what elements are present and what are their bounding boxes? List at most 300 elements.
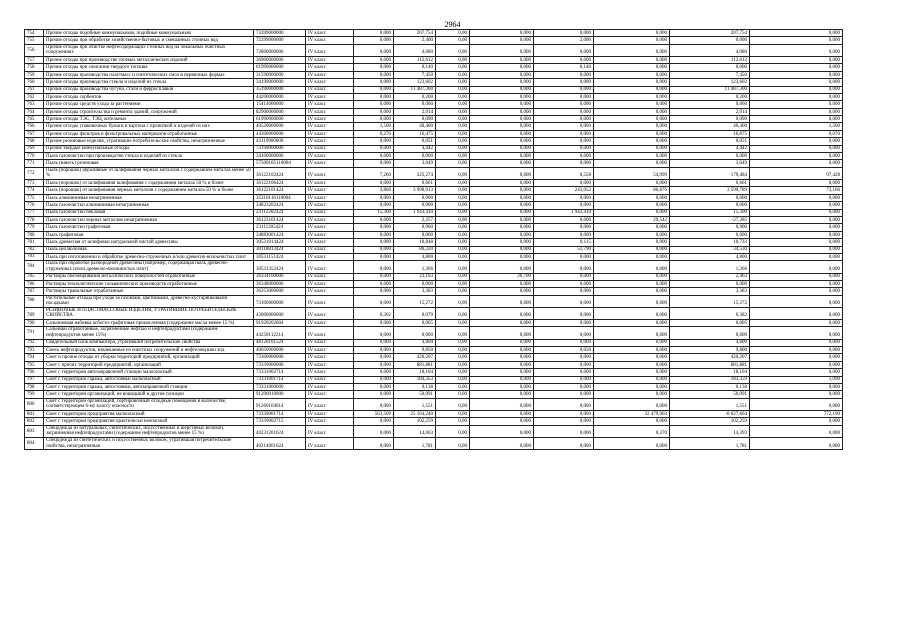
cell-hazard-class: IV класс xyxy=(306,418,354,425)
table-row xyxy=(25,369,843,376)
cell-qty-5: 0,000 xyxy=(534,307,594,319)
cell-hazard-class: IV класс xyxy=(306,391,354,398)
cell-qty-5: 0,140 xyxy=(534,64,594,71)
cell-qty-4: 0,000 xyxy=(470,425,534,437)
table-row xyxy=(25,418,843,425)
cell-qty-1: 0,000 xyxy=(354,86,394,93)
cell-qty-6: 0,000 xyxy=(594,209,670,216)
cell-row-number: 799 xyxy=(25,391,44,398)
cell-qty-3: 0,00 xyxy=(436,261,470,273)
cell-qty-6: 0,000 xyxy=(594,116,670,123)
cell-qty-6: 0,000 xyxy=(594,339,670,346)
table-row xyxy=(25,56,843,63)
cell-qty-7: 183,359 xyxy=(670,376,750,383)
cell-qty-1: 0,276 xyxy=(354,130,394,137)
cell-waste-code: 23112202424 xyxy=(254,209,306,216)
cell-qty-8: 0,000 xyxy=(750,339,843,346)
cell-waste-code: 73399000000 xyxy=(254,30,306,37)
cell-qty-4: 0,000 xyxy=(470,437,534,449)
table-row xyxy=(25,130,843,137)
cell-row-number: 781 xyxy=(25,239,44,246)
cell-waste-code: 91260104014 xyxy=(254,398,306,410)
cell-qty-7: 0,000 xyxy=(670,194,750,201)
cell-waste-name: Пыль древесная от шлифовки натуральной чистой древесины xyxy=(44,239,254,246)
table-row xyxy=(25,339,843,346)
table-row xyxy=(25,231,843,238)
cell-qty-2: 4,080 xyxy=(394,44,436,56)
cell-waste-name: Смесь нефтепродуктов, извлекаемые из очистных сооружений и нефтеловушки ход xyxy=(44,347,254,354)
cell-qty-4: 0,000 xyxy=(470,253,534,260)
cell-waste-name: Пыль газоочистки при производстве стекла и изделий из стекла xyxy=(44,153,254,160)
cell-waste-name: Пыль алюминиевая незагрязненная xyxy=(44,194,254,201)
cell-qty-4: 0,000 xyxy=(470,123,534,130)
cell-qty-3: 0,00 xyxy=(436,101,470,108)
cell-qty-6: 0,000 xyxy=(594,153,670,160)
cell-row-number: 772 xyxy=(25,167,44,179)
table-row xyxy=(25,383,843,390)
cell-waste-code: 82900000000 xyxy=(254,108,306,115)
cell-qty-2: 10,848 xyxy=(394,239,436,246)
table-row xyxy=(25,320,843,327)
cell-waste-name: Пыль при обработке разнородной древесины (например, содержащая пыль древесно-стружечных и/или древесно-волокнистых плит) xyxy=(44,261,254,273)
cell-qty-4: 0,000 xyxy=(470,376,534,383)
cell-qty-8: 0,000 xyxy=(750,391,843,398)
cell-qty-3: 0,00 xyxy=(436,239,470,246)
cell-qty-5: 0,000 xyxy=(534,160,594,167)
cell-hazard-class: IV класс xyxy=(306,108,354,115)
cell-row-number: 763 xyxy=(25,101,44,108)
cell-qty-5: 0,115 xyxy=(534,239,594,246)
cell-qty-2: 1 943,410 xyxy=(394,209,436,216)
cell-qty-7: 112,612 xyxy=(670,56,750,63)
cell-waste-code: 40231201624 xyxy=(254,425,306,437)
cell-qty-2: 3,383 xyxy=(394,288,436,295)
cell-qty-5: 0,000 xyxy=(534,418,594,425)
cell-qty-3: 0,00 xyxy=(436,37,470,44)
table-row xyxy=(25,239,843,246)
cell-qty-2: 2,400 xyxy=(394,37,436,44)
cell-qty-1: 3,860 xyxy=(354,187,394,194)
cell-waste-name: Пыль газоочистки графитовая xyxy=(44,224,254,231)
cell-qty-6: 0,000 xyxy=(594,320,670,327)
cell-qty-6: 0,000 xyxy=(594,79,670,86)
cell-row-number: 764 xyxy=(25,108,44,115)
cell-qty-7: 2,914 xyxy=(670,108,750,115)
cell-qty-4: 0,000 xyxy=(470,398,534,410)
cell-qty-2: 184,353 xyxy=(394,376,436,383)
cell-qty-1: 0,000 xyxy=(354,160,394,167)
cell-waste-code: 73100000000 xyxy=(254,295,306,307)
cell-qty-2: 0,000 xyxy=(394,153,436,160)
cell-qty-5: 0,000 xyxy=(534,320,594,327)
cell-waste-name: Прочие отходы производства стекла и изделий из стекла xyxy=(44,79,254,86)
cell-qty-1: 0,000 xyxy=(354,56,394,63)
cell-row-number: 786 xyxy=(25,280,44,287)
cell-qty-1: 0,302 xyxy=(354,307,394,319)
cell-qty-8: 0,000 xyxy=(750,288,843,295)
cell-qty-4: 0,000 xyxy=(470,339,534,346)
cell-hazard-class: IV класс xyxy=(306,246,354,253)
cell-qty-2: 123,602 xyxy=(394,79,436,86)
cell-waste-code: 34100000000 xyxy=(254,153,306,160)
cell-qty-3: 0,00 xyxy=(436,64,470,71)
cell-qty-5: 0,000 xyxy=(534,253,594,260)
cell-qty-6: 0,000 xyxy=(594,56,670,63)
cell-hazard-class: IV класс xyxy=(306,231,354,238)
cell-row-number: 792 xyxy=(25,339,44,346)
cell-hazard-class: IV класс xyxy=(306,361,354,368)
cell-qty-6: 0,000 xyxy=(594,64,670,71)
cell-qty-1: 0,000 xyxy=(354,64,394,71)
cell-qty-8: 97,428 xyxy=(750,167,843,179)
cell-qty-8: 0,000 xyxy=(750,320,843,327)
table-row xyxy=(25,167,843,179)
cell-waste-name: Прочие отходы при производстве готовых металлических изделий xyxy=(44,56,254,63)
cell-row-number: 768 xyxy=(25,138,44,145)
table-row xyxy=(25,224,843,231)
cell-qty-3: 0,00 xyxy=(436,116,470,123)
cell-waste-code: 30531014424 xyxy=(254,239,306,246)
cell-waste-name: Смет с территории организаций, сортировочный отходные помещения в количестве, соответствующем 6-му классу опасности xyxy=(44,398,254,410)
cell-qty-6: 0,000 xyxy=(594,202,670,209)
cell-qty-4: 0,000 xyxy=(470,347,534,354)
cell-waste-name: Прочие отходы производства чугуна, стали и ферросплавов xyxy=(44,86,254,93)
cell-hazard-class: IV класс xyxy=(306,320,354,327)
cell-qty-8: 0,000 xyxy=(750,437,843,449)
cell-qty-7: 34,530 xyxy=(670,246,750,253)
cell-waste-name: Прочие отходы при очистке нефтесодержащих сточных вод на локальных очистных сооружениях xyxy=(44,44,254,56)
cell-qty-7: 15,300 xyxy=(670,209,750,216)
cell-qty-4: 0,000 xyxy=(470,361,534,368)
cell-waste-name: Спецодежда из натуральных, синтетических, искусственных и шерстяных волокон, загрязненная нефтепродуктами (содержание нефтепродуктов менее 15 %) xyxy=(44,425,254,437)
cell-hazard-class: IV класс xyxy=(306,160,354,167)
cell-waste-name: Растворы технологические гальванических производств отработанные xyxy=(44,280,254,287)
cell-qty-5: 0,000 xyxy=(534,108,594,115)
cell-row-number: 762 xyxy=(25,93,44,100)
cell-qty-6: 0,000 xyxy=(594,123,670,130)
cell-qty-4: 0,000 xyxy=(470,30,534,37)
cell-waste-code: 40520000000 xyxy=(254,123,306,130)
cell-qty-5: 0,000 xyxy=(534,410,594,417)
cell-qty-4: 0,000 xyxy=(470,194,534,201)
cell-qty-8: 0,000 xyxy=(750,425,843,437)
cell-qty-3: 0,00 xyxy=(436,44,470,56)
cell-qty-2: 0,140 xyxy=(394,64,436,71)
cell-waste-name: Смет с территории автозаправочной станции малоопасный xyxy=(44,369,254,376)
cell-row-number: 756 xyxy=(25,44,44,56)
cell-qty-6: 29,542 xyxy=(594,216,670,223)
cell-qty-7: 3,383 xyxy=(670,288,750,295)
table-row xyxy=(25,216,843,223)
cell-qty-2: 2,257 xyxy=(394,216,436,223)
cell-qty-3: 0,00 xyxy=(436,418,470,425)
table-row xyxy=(25,246,843,253)
table-row xyxy=(25,93,843,100)
cell-qty-4: 0,000 xyxy=(470,418,534,425)
cell-qty-7: 179,484 xyxy=(670,167,750,179)
cell-row-number: 788 xyxy=(25,295,44,307)
cell-row-number: 793 xyxy=(25,347,44,354)
table-row xyxy=(25,101,843,108)
cell-qty-6: 0,000 xyxy=(594,261,670,273)
cell-hazard-class: IV класс xyxy=(306,202,354,209)
cell-qty-5: 0,000 xyxy=(534,295,594,307)
cell-qty-8: 0,000 xyxy=(750,202,843,209)
cell-qty-3: 0,00 xyxy=(436,246,470,253)
cell-waste-code: 36353000000 xyxy=(254,288,306,295)
cell-hazard-class: IV класс xyxy=(306,253,354,260)
cell-qty-4: 0,000 xyxy=(470,246,534,253)
cell-qty-8: 772,190 xyxy=(750,410,843,417)
cell-qty-6: 0,000 xyxy=(594,239,670,246)
table-row xyxy=(25,116,843,123)
cell-qty-4: 0,000 xyxy=(470,369,534,376)
cell-qty-6: 0,000 xyxy=(594,108,670,115)
table-row xyxy=(25,71,843,78)
cell-qty-1: 0,000 xyxy=(354,216,394,223)
cell-row-number: 773 xyxy=(25,180,44,187)
cell-waste-code: 72800000000 xyxy=(254,44,306,56)
table-row xyxy=(25,153,843,160)
cell-hazard-class: IV класс xyxy=(306,376,354,383)
cell-row-number: 754 xyxy=(25,30,44,37)
cell-qty-6: 0,000 xyxy=(594,307,670,319)
cell-hazard-class: IV класс xyxy=(306,86,354,93)
cell-qty-3: 0,00 xyxy=(436,231,470,238)
cell-qty-4: 0,000 xyxy=(470,209,534,216)
cell-qty-1: 0,000 xyxy=(354,71,394,78)
cell-hazard-class: IV класс xyxy=(306,239,354,246)
cell-qty-3: 0,00 xyxy=(436,202,470,209)
cell-hazard-class: IV класс xyxy=(306,130,354,137)
cell-qty-3: 0,00 xyxy=(436,153,470,160)
cell-qty-6: 0,000 xyxy=(594,130,670,137)
table-row xyxy=(25,295,843,307)
table-row xyxy=(25,64,843,71)
cell-qty-3: 0,00 xyxy=(436,145,470,152)
cell-qty-1: 0,000 xyxy=(354,253,394,260)
cell-row-number: 803 xyxy=(25,425,44,437)
cell-qty-5: 0,000 xyxy=(534,339,594,346)
cell-qty-2: 23,163 xyxy=(394,273,436,280)
cell-qty-7: -8 027,664 xyxy=(670,410,750,417)
cell-qty-7: 0,138 xyxy=(670,383,750,390)
cell-hazard-class: IV класс xyxy=(306,369,354,376)
cell-qty-8: 0,000 xyxy=(750,347,843,354)
cell-waste-code: 91200010000 xyxy=(254,391,306,398)
cell-qty-1: 7,260 xyxy=(354,167,394,179)
cell-waste-code: 73331001714 xyxy=(254,376,306,383)
cell-qty-7: 0,000 xyxy=(670,280,750,287)
cell-qty-3: 0,00 xyxy=(436,383,470,390)
cell-waste-name: Пыль (порошок) от шлифования черных металлов с содержанием металла 50 % и более xyxy=(44,187,254,194)
cell-qty-6: 0,000 xyxy=(594,246,670,253)
cell-qty-2: 18,104 xyxy=(394,369,436,376)
cell-waste-code: 73339002715 xyxy=(254,418,306,425)
cell-qty-7: 4,442 xyxy=(670,145,750,152)
table-row xyxy=(25,44,843,56)
cell-qty-5: 0,000 xyxy=(534,123,594,130)
table-row xyxy=(25,398,843,410)
cell-qty-3: 0,00 xyxy=(436,71,470,78)
cell-qty-3: 0,00 xyxy=(436,354,470,361)
cell-qty-4: 0,000 xyxy=(470,44,534,56)
cell-qty-8: 0,000 xyxy=(750,93,843,100)
cell-row-number: 790 xyxy=(25,320,44,327)
table-row xyxy=(25,410,843,417)
cell-qty-7: 0,060 xyxy=(670,101,750,108)
cell-qty-2: 420,207 xyxy=(394,354,436,361)
cell-qty-3: 0,00 xyxy=(436,425,470,437)
cell-qty-1: 563,509 xyxy=(354,410,394,417)
cell-waste-name: Пыль (взвесь) резиновая xyxy=(44,160,254,167)
cell-qty-6: 0,000 xyxy=(594,180,670,187)
cell-waste-name: Пыль газоочистки пекловая xyxy=(44,209,254,216)
cell-qty-3: 0,00 xyxy=(436,327,470,339)
cell-qty-4: 0,000 xyxy=(470,202,534,209)
cell-qty-8: 0,000 xyxy=(750,231,843,238)
cell-hazard-class: IV класс xyxy=(306,273,354,280)
cell-row-number: 798 xyxy=(25,383,44,390)
cell-qty-7: 420,207 xyxy=(670,354,750,361)
cell-qty-1: 0,000 xyxy=(354,398,394,410)
cell-qty-4: 0,000 xyxy=(470,327,534,339)
table-row xyxy=(25,327,843,339)
cell-qty-8: 73,166 xyxy=(750,187,843,194)
cell-qty-8: 0,000 xyxy=(750,354,843,361)
cell-qty-8: 0,000 xyxy=(750,224,843,231)
cell-qty-7: 123,602 xyxy=(670,79,750,86)
cell-qty-7: 3,649 xyxy=(670,160,750,167)
cell-row-number: 765 xyxy=(25,116,44,123)
cell-qty-7: 2,463 xyxy=(670,273,750,280)
cell-row-number: 770 xyxy=(25,153,44,160)
cell-qty-5: 0,050 xyxy=(534,347,594,354)
cell-qty-7: 40,400 xyxy=(670,123,750,130)
cell-qty-3: 0,00 xyxy=(436,347,470,354)
cell-qty-1: 0,000 xyxy=(354,295,394,307)
cell-hazard-class: IV класс xyxy=(306,64,354,71)
cell-qty-2: 3,649 xyxy=(394,160,436,167)
cell-qty-1: 0,000 xyxy=(354,224,394,231)
cell-waste-code: 43119900000 xyxy=(254,138,306,145)
cell-qty-2: 1,366 xyxy=(394,261,436,273)
cell-qty-5: 0,000 xyxy=(534,369,594,376)
cell-qty-4: 0,000 xyxy=(470,216,534,223)
cell-qty-1: 0,000 xyxy=(354,288,394,295)
cell-qty-4: 0,000 xyxy=(470,391,534,398)
cell-qty-1: 0,000 xyxy=(354,44,394,56)
cell-qty-2: 25 164,240 xyxy=(394,410,436,417)
cell-qty-1: 0,000 xyxy=(354,437,394,449)
cell-qty-6: 0,000 xyxy=(594,376,670,383)
cell-qty-4: 0,000 xyxy=(470,231,534,238)
cell-waste-code: 36123101424 xyxy=(254,216,306,223)
cell-qty-5: 0,000 xyxy=(534,216,594,223)
cell-qty-4: 0,000 xyxy=(470,138,534,145)
cell-qty-5: 0,000 xyxy=(534,180,594,187)
cell-qty-7: 207,754 xyxy=(670,30,750,37)
cell-qty-7: 0,051 xyxy=(670,138,750,145)
cell-qty-1: 0,000 xyxy=(354,391,394,398)
cell-row-number: 791 xyxy=(25,327,44,339)
table-row xyxy=(25,253,843,260)
cell-qty-5: 0,000 xyxy=(534,116,594,123)
cell-qty-1: 0,000 xyxy=(354,180,394,187)
cell-waste-name: Прочие отходы ТЭС, ТЭЦ, котельных xyxy=(44,116,254,123)
cell-qty-8: 0,000 xyxy=(750,398,843,410)
cell-hazard-class: IV класс xyxy=(306,44,354,56)
cell-qty-6: 0,000 xyxy=(594,93,670,100)
cell-qty-8: 0,000 xyxy=(750,253,843,260)
cell-qty-1: 0,000 xyxy=(354,202,394,209)
cell-qty-3: 0,00 xyxy=(436,339,470,346)
table-row xyxy=(25,361,843,368)
table-row xyxy=(25,347,843,354)
cell-qty-5: 0,000 xyxy=(534,130,594,137)
cell-qty-4: 0,000 xyxy=(470,56,534,63)
cell-qty-3: 0,00 xyxy=(436,30,470,37)
cell-qty-1: 0,000 xyxy=(354,116,394,123)
cell-row-number: 785 xyxy=(25,273,44,280)
cell-hazard-class: IV класс xyxy=(306,71,354,78)
cell-qty-3: 0,00 xyxy=(436,194,470,201)
page-number: 2964 xyxy=(444,20,461,29)
cell-waste-name: Свидетельный блок компьютера, утративший потребительские свойства xyxy=(44,339,254,346)
cell-qty-7: 3 599,789 xyxy=(670,187,750,194)
cell-qty-5: 0,000 xyxy=(534,30,594,37)
cell-waste-name: Прочие отходы производства пластмасс и синтетических смол в первичных формах xyxy=(44,71,254,78)
cell-waste-name: Прочие отходы подобные коммунальным, подобные коммунальным xyxy=(44,30,254,37)
cell-qty-5: 1 943,410 xyxy=(534,209,594,216)
cell-row-number: 796 xyxy=(25,369,44,376)
cell-qty-8: 1,090 xyxy=(750,376,843,383)
cell-qty-2: 7,450 xyxy=(394,71,436,78)
cell-row-number: 771 xyxy=(25,160,44,167)
cell-qty-2: 4,800 xyxy=(394,253,436,260)
cell-qty-3: 0,00 xyxy=(436,86,470,93)
cell-qty-2: 14,663 xyxy=(394,425,436,437)
cell-hazard-class: IV класс xyxy=(306,93,354,100)
cell-qty-4: 0,000 xyxy=(470,130,534,137)
cell-waste-name: Прочие отходы сорбентов xyxy=(44,93,254,100)
cell-qty-5: 0,000 xyxy=(534,273,594,280)
cell-qty-1: 0,000 xyxy=(354,37,394,44)
cell-row-number: 758 xyxy=(25,64,44,71)
cell-hazard-class: IV класс xyxy=(306,307,354,319)
cell-qty-2: 3 998,013 xyxy=(394,187,436,194)
cell-qty-4: 0,000 xyxy=(470,280,534,287)
cell-qty-1: 0,000 xyxy=(354,339,394,346)
cell-qty-5: 0,000 xyxy=(534,224,594,231)
cell-qty-7: 4,800 xyxy=(670,253,750,260)
table-row xyxy=(25,79,843,86)
cell-qty-4: 0,000 xyxy=(470,187,534,194)
cell-row-number: 769 xyxy=(25,145,44,152)
cell-qty-1: 0,000 xyxy=(354,231,394,238)
cell-waste-name: Прочие отходы при обработке хозяйственно-бытовых и смешанных сточных вод xyxy=(44,37,254,44)
cell-waste-code: 73300000000 xyxy=(254,354,306,361)
cell-qty-3: 0,00 xyxy=(436,361,470,368)
cell-qty-8: 0,000 xyxy=(750,138,843,145)
cell-qty-1: 0,000 xyxy=(354,108,394,115)
cell-qty-5: 0,000 xyxy=(534,261,594,273)
cell-hazard-class: IV класс xyxy=(306,437,354,449)
cell-waste-code: 36122102424 xyxy=(254,167,306,179)
cell-qty-6: 0,000 xyxy=(594,145,670,152)
cell-qty-6: 0,000 xyxy=(594,138,670,145)
cell-hazard-class: IV класс xyxy=(306,261,354,273)
